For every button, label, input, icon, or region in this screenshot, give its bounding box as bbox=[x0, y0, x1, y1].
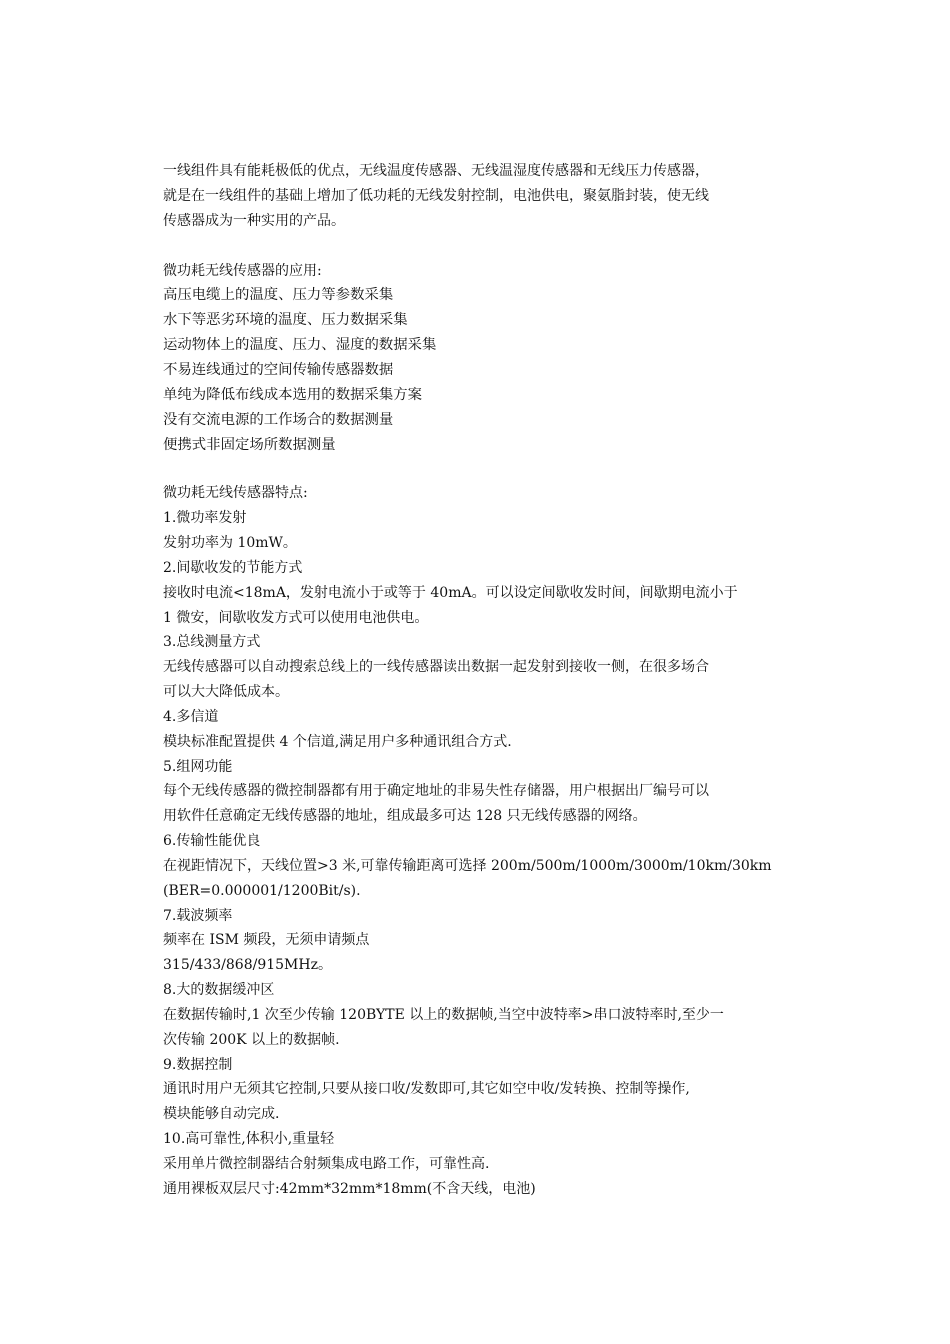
feature-title: 10.高可靠性,体积小,重量轻 bbox=[163, 1131, 335, 1147]
feature-title: 2.间歇收发的节能方式 bbox=[163, 560, 303, 576]
application-item: 不易连线通过的空间传输传感器数据 bbox=[163, 362, 394, 378]
application-item: 没有交流电源的工作场合的数据测量 bbox=[163, 412, 394, 428]
feature-text: 用软件任意确定无线传感器的地址，组成最多可达 128 只无线传感器的网络。 bbox=[163, 808, 647, 824]
feature-text: 在视距情况下，天线位置>3 米,可靠传输距离可选择 200m/500m/1000m/3000m/10km/30km bbox=[163, 858, 772, 874]
feature-title: 9.数据控制 bbox=[163, 1057, 233, 1073]
feature-title: 5.组网功能 bbox=[163, 759, 233, 775]
feature-text: 1 微安，间歇收发方式可以使用电池供电。 bbox=[163, 610, 429, 626]
applications-heading: 微功耗无线传感器的应用: bbox=[163, 263, 322, 279]
feature-text: 发射功率为 10mW。 bbox=[163, 535, 297, 551]
feature-text: 通用裸板双层尺寸:42mm*32mm*18mm(不含天线，电池) bbox=[163, 1181, 536, 1197]
application-item: 便携式非固定场所数据测量 bbox=[163, 437, 336, 453]
feature-title: 1.微功率发射 bbox=[163, 510, 247, 526]
intro-line-1: 一线组件具有能耗极低的优点，无线温度传感器、无线温湿度传感器和无线压力传感器， bbox=[163, 163, 709, 179]
application-item: 运动物体上的温度、压力、湿度的数据采集 bbox=[163, 337, 437, 353]
intro-line-2: 就是在一线组件的基础上增加了低功耗的无线发射控制，电池供电，聚氨脂封装，使无线 bbox=[163, 188, 709, 204]
feature-title: 3.总线测量方式 bbox=[163, 634, 261, 650]
feature-title: 7.载波频率 bbox=[163, 908, 233, 924]
feature-title: 6.传输性能优良 bbox=[163, 833, 261, 849]
application-item: 水下等恶劣环境的温度、压力数据采集 bbox=[163, 312, 408, 328]
feature-text: 接收时电流<18mA，发射电流小于或等于 40mA。可以设定间歇收发时间，间歇期电流小于 bbox=[163, 585, 738, 601]
feature-text: (BER=0.000001/1200Bit/s). bbox=[163, 883, 361, 899]
application-item: 单纯为降低布线成本选用的数据采集方案 bbox=[163, 387, 423, 403]
feature-title: 8.大的数据缓冲区 bbox=[163, 982, 275, 998]
feature-text: 采用单片微控制器结合射频集成电路工作，可靠性高. bbox=[163, 1156, 490, 1172]
intro-line-3: 传感器成为一种实用的产品。 bbox=[163, 213, 345, 229]
feature-text: 通讯时用户无须其它控制,只要从接口收/发数即可,其它如空中收/发转换、控制等操作, bbox=[163, 1081, 690, 1097]
feature-text: 可以大大降低成本。 bbox=[163, 684, 289, 700]
feature-text: 每个无线传感器的微控制器都有用于确定地址的非易失性存储器，用户根据出厂编号可以 bbox=[163, 783, 709, 799]
feature-title: 4.多信道 bbox=[163, 709, 219, 725]
feature-text: 无线传感器可以自动搜索总线上的一线传感器读出数据一起发射到接收一侧，在很多场合 bbox=[163, 659, 709, 675]
feature-text: 频率在 ISM 频段，无须申请频点 bbox=[163, 932, 370, 948]
feature-text: 315/433/868/915MHz。 bbox=[163, 957, 332, 973]
feature-text: 次传输 200K 以上的数据帧. bbox=[163, 1032, 340, 1048]
application-item: 高压电缆上的温度、压力等参数采集 bbox=[163, 287, 394, 303]
feature-text: 模块能够自动完成. bbox=[163, 1106, 280, 1122]
feature-text: 在数据传输时,1 次至少传输 120BYTE 以上的数据帧,当空中波特率>串口波特率时,至少一 bbox=[163, 1007, 724, 1023]
features-heading: 微功耗无线传感器特点: bbox=[163, 485, 308, 501]
feature-text: 模块标准配置提供 4 个信道,满足用户多种通讯组合方式. bbox=[163, 734, 512, 750]
